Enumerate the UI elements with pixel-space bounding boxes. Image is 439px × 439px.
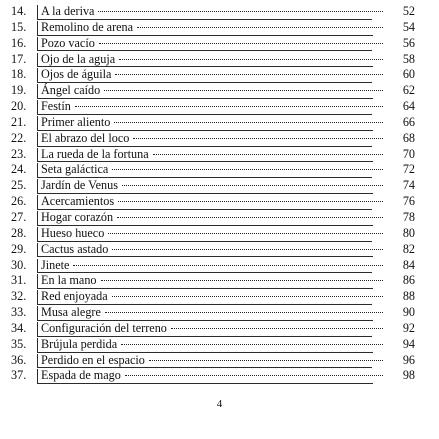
dot-leader <box>112 168 383 170</box>
toc-entry-line <box>41 20 415 36</box>
dot-leader <box>149 359 383 361</box>
toc-entry-line <box>41 289 415 305</box>
toc-entry-page: 84 <box>402 257 415 272</box>
toc-entry-number: 18. <box>11 67 27 82</box>
toc-entry-page: 82 <box>402 241 415 256</box>
toc-entry <box>11 178 415 194</box>
toc-entry-title: En la mano <box>41 273 97 288</box>
dot-leader <box>119 58 383 60</box>
toc-entry-title: Acercamientos <box>41 194 115 209</box>
toc-entry-title: El abrazo del loco <box>41 130 130 145</box>
toc-entry <box>11 52 415 68</box>
toc-entry <box>11 226 415 242</box>
dot-leader <box>121 343 383 345</box>
toc-entry-line <box>41 353 415 369</box>
dot-leader <box>137 26 383 28</box>
dot-leader <box>112 248 383 250</box>
toc-entry-number: 31. <box>11 273 27 288</box>
dot-leader <box>99 42 383 44</box>
toc-entry-title: Festín <box>41 99 71 114</box>
toc-entry-page: 62 <box>402 83 415 98</box>
toc-entry-line <box>41 321 415 337</box>
dot-leader <box>117 216 383 218</box>
toc-entry-number: 16. <box>11 35 27 50</box>
toc-entry-line <box>41 52 415 68</box>
toc-entry-line <box>41 178 415 194</box>
toc-entry-line <box>41 131 415 147</box>
toc-entry <box>11 115 415 131</box>
table-of-contents <box>11 4 415 384</box>
toc-entry-title: Hueso hueco <box>41 225 105 240</box>
toc-entry-line <box>41 242 415 258</box>
toc-entry-line <box>41 67 415 83</box>
toc-entry-title: Ojos de águila <box>41 67 112 82</box>
toc-entry-line <box>41 210 415 226</box>
toc-entry-title: Ojo de la aguja <box>41 51 116 66</box>
toc-entry-page: 52 <box>402 4 415 18</box>
toc-entry-number: 22. <box>11 130 27 145</box>
toc-entry-number: 14. <box>11 4 27 18</box>
toc-entry <box>11 194 415 210</box>
toc-entry-number: 21. <box>11 114 27 129</box>
toc-entry <box>11 258 415 274</box>
toc-entry-page: 70 <box>402 146 415 161</box>
toc-entry-number: 25. <box>11 178 27 193</box>
toc-entry-title: Primer aliento <box>41 114 111 129</box>
toc-entry-line <box>41 337 415 353</box>
toc-entry-title: Espada de mago <box>41 368 121 383</box>
toc-entry-number: 24. <box>11 162 27 177</box>
toc-entry-line <box>41 226 415 242</box>
toc-entry-title: Hogar corazón <box>41 209 114 224</box>
toc-entry-page: 96 <box>402 352 415 367</box>
toc-entry-line <box>41 83 415 99</box>
toc-entry <box>11 273 415 289</box>
toc-entry <box>11 368 415 384</box>
toc-entry-title: Pozo vacío <box>41 35 95 50</box>
toc-entry-page: 76 <box>402 194 415 209</box>
toc-entry-page: 68 <box>402 130 415 145</box>
toc-entry-number: 28. <box>11 225 27 240</box>
toc-entry-line <box>41 194 415 210</box>
toc-entry-number: 23. <box>11 146 27 161</box>
toc-entry <box>11 210 415 226</box>
toc-entry-number: 30. <box>11 257 27 272</box>
toc-entry-title: Configuración del terreno <box>41 320 167 335</box>
toc-entry-number: 34. <box>11 320 27 335</box>
toc-entry-line <box>41 36 415 52</box>
toc-entry-title: Red enjoyada <box>41 289 108 304</box>
toc-entry-page: 94 <box>402 336 415 351</box>
toc-entry-number: 29. <box>11 241 27 256</box>
toc-entry-title: Jardín de Venus <box>41 178 118 193</box>
dot-leader <box>112 295 383 297</box>
toc-entry-title: Remolino de arena <box>41 19 134 34</box>
toc-entry <box>11 337 415 353</box>
toc-entry-page: 78 <box>402 209 415 224</box>
toc-entry-page: 74 <box>402 178 415 193</box>
toc-entry <box>11 99 415 115</box>
toc-entry-page: 60 <box>402 67 415 82</box>
toc-entry-page: 54 <box>402 19 415 34</box>
toc-entry-line <box>41 147 415 163</box>
toc-entry <box>11 321 415 337</box>
toc-entry-line <box>41 258 415 274</box>
toc-entry-line <box>41 4 415 20</box>
dot-leader <box>171 327 383 329</box>
toc-entry-title: Jinete <box>41 257 70 272</box>
toc-entry-number: 19. <box>11 83 27 98</box>
toc-entry-page: 64 <box>402 99 415 114</box>
toc-entry <box>11 4 415 20</box>
toc-entry <box>11 131 415 147</box>
toc-entry-title: Perdido en el espacio <box>41 352 145 367</box>
toc-entry <box>11 242 415 258</box>
toc-entry <box>11 353 415 369</box>
toc-entry-line <box>41 162 415 178</box>
dot-leader <box>133 137 383 139</box>
dot-leader <box>104 89 383 91</box>
toc-entry-page: 58 <box>402 51 415 66</box>
toc-entry-title: Cactus astado <box>41 241 109 256</box>
toc-entry-number: 15. <box>11 19 27 34</box>
toc-entry-title: A la deriva <box>41 4 95 18</box>
dot-leader <box>114 121 383 123</box>
toc-entry-title: Musa alegre <box>41 305 101 320</box>
toc-entry-page: 72 <box>402 162 415 177</box>
dot-leader <box>105 311 383 313</box>
toc-entry <box>11 289 415 305</box>
toc-entry-page: 92 <box>402 320 415 335</box>
dot-leader <box>115 73 383 75</box>
toc-entry-line <box>41 99 415 115</box>
toc-entry-number: 27. <box>11 209 27 224</box>
toc-entry-number: 36. <box>11 352 27 367</box>
toc-entry-number: 33. <box>11 305 27 320</box>
toc-entry-number: 17. <box>11 51 27 66</box>
toc-entry-page: 66 <box>402 114 415 129</box>
toc-entry <box>11 305 415 321</box>
toc-entry <box>11 162 415 178</box>
toc-entry-page: 86 <box>402 273 415 288</box>
toc-entry-number: 32. <box>11 289 27 304</box>
toc-entry <box>11 20 415 36</box>
dot-leader <box>122 184 383 186</box>
toc-entry <box>11 83 415 99</box>
dot-leader <box>101 279 383 281</box>
toc-entry <box>11 36 415 52</box>
toc-entry-line <box>41 115 415 131</box>
toc-entry-line <box>41 273 415 289</box>
dot-leader <box>153 153 383 155</box>
toc-entry-title: Brújula perdida <box>41 336 118 351</box>
toc-entry-line <box>41 368 415 384</box>
toc-entry-page: 88 <box>402 289 415 304</box>
toc-entry-page: 56 <box>402 35 415 50</box>
dot-leader <box>73 264 383 266</box>
dot-leader <box>98 10 383 12</box>
toc-entry-number: 26. <box>11 194 27 209</box>
toc-entry-title: Ángel caído <box>41 83 101 98</box>
toc-entry-page: 98 <box>402 368 415 383</box>
dot-leader <box>125 374 383 376</box>
toc-entry-page: 90 <box>402 305 415 320</box>
dot-leader <box>118 200 383 202</box>
toc-entry-number: 35. <box>11 336 27 351</box>
toc-entry-number: 20. <box>11 99 27 114</box>
toc-entry-title: Seta galáctica <box>41 162 109 177</box>
toc-entry-page: 80 <box>402 225 415 240</box>
dot-leader <box>75 105 383 107</box>
toc-entry-number: 37. <box>11 368 27 383</box>
toc-entry-line <box>41 305 415 321</box>
page-number: 4 <box>216 398 223 410</box>
toc-entry <box>11 147 415 163</box>
toc-entry <box>11 67 415 83</box>
dot-leader <box>108 232 383 234</box>
toc-entry-title: La rueda de la fortuna <box>41 146 149 161</box>
